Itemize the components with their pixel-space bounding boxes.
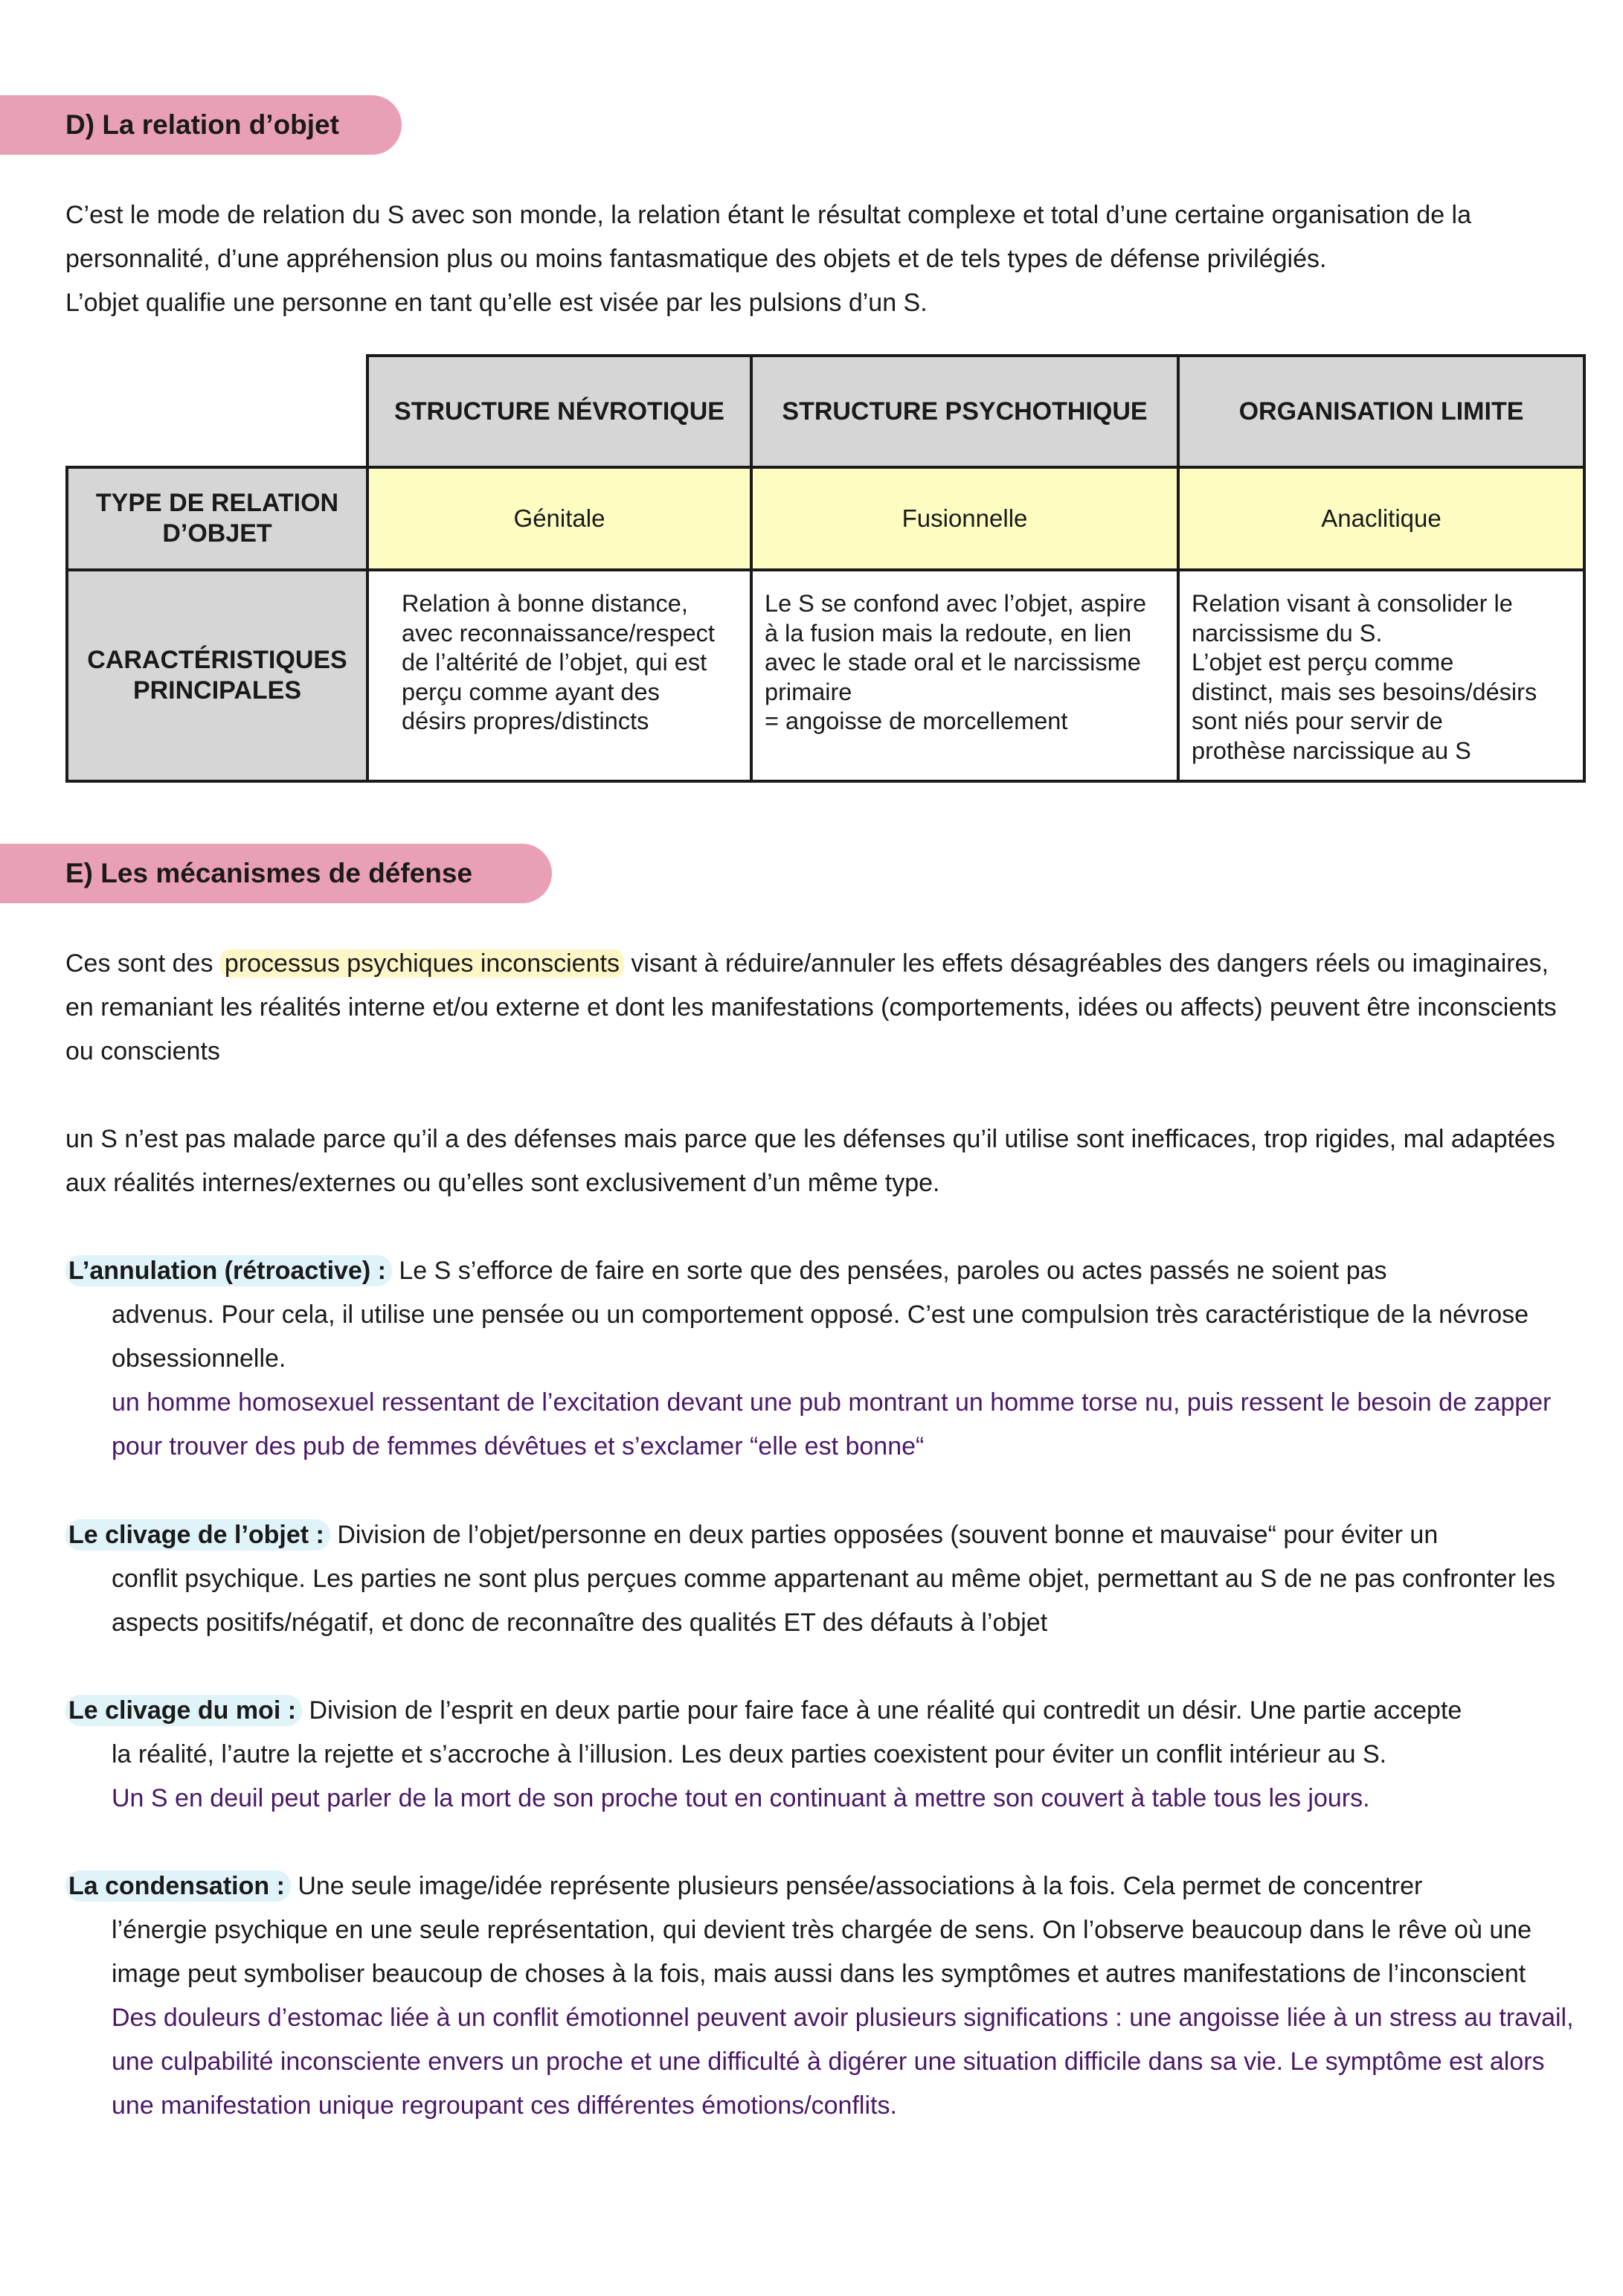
characteristics-psychotic: Le S se confond avec l’objet, aspire à la fusion mais la redoute, en lien avec le stade oral et le narcissisme primaire = angoisse de morcellement: [751, 570, 1178, 781]
term-clivage-moi: Le clivage du moi :: [65, 1695, 302, 1726]
term-annulation: L’annulation (rétroactive) :: [65, 1255, 392, 1286]
clivage-moi-rest: la réalité, l’autre la rejette et s’accroche à l’illusion. Les deux parties coexistent pour éviter un conflit intérieur au S.: [112, 1740, 1387, 1769]
section-d-title: D) La relation d’objet: [65, 109, 339, 140]
section-d-intro-2: L’objet qualifie une personne en tant qu’elle est visée par les pulsions d’un S.: [65, 289, 928, 317]
annulation-first-line: Le S s’efforce de faire en sorte que des pensées, paroles ou actes passés ne soient pas: [391, 1257, 1387, 1285]
table-row-characteristics: [67, 570, 1584, 781]
row-header-characteristics: CARACTÉRISTIQUES PRINCIPALES: [67, 570, 367, 781]
section-e-intro-post: visant à réduire/annuler les effets désagréables des dangers réels ou imaginaires, en remaniant les réalités interne et/ou externe et dont les manifestations (comportements, idées ou affects) peuvent être inconscients ou conscients: [65, 949, 1557, 1065]
mechanism-annulation-definition: [65, 1249, 1590, 1293]
highlighted-term: processus psychiques inconscients: [220, 949, 624, 978]
annulation-rest: advenus. Pour cela, il utilise une pensée ou un comportement opposé. C’est une compulsion très caractéristique de la névrose obsessionnelle.: [112, 1301, 1529, 1373]
mechanism-clivage-objet: [65, 1513, 1590, 1645]
clivage-moi-example: Un S en deuil peut parler de la mort de son proche tout en continuant à mettre son couvert à table tous les jours.: [112, 1784, 1370, 1812]
section-d-intro: [65, 193, 1575, 325]
characteristics-borderline: Relation visant à consolider le narcissisme du S. L’objet est perçu comme distinct, mais ses besoins/désirs sont niés pour servir de prothèse narcissique au S: [1178, 570, 1584, 781]
mechanism-condensation: [65, 1864, 1590, 2128]
mechanism-clivage-moi: [65, 1689, 1590, 1821]
section-e-intro-pre: Ces sont des: [65, 949, 220, 978]
table-header-row: [67, 356, 1584, 467]
section-e-intro: [65, 942, 1575, 1074]
mechanism-clivage-objet-definition: [65, 1513, 1590, 1557]
term-clivage-objet: Le clivage de l’objet :: [65, 1519, 330, 1551]
mechanism-annulation: [65, 1249, 1590, 1469]
condensation-example: Des douleurs d’estomac liée à un conflit émotionnel peuvent avoir plusieurs significations : une angoisse liée à un stress au travail, une culpabilité inconsciente envers un proche et une difficulté à digérer une situation difficile dans sa vie. Le symptôme est alors une manifestation unique regroupant ces différentes émotions/conflits.: [112, 2004, 1574, 2120]
type-neurotic: Génitale: [367, 467, 751, 570]
section-e-title: E) Les mécanismes de défense: [65, 858, 473, 888]
col-header-psychotic: STRUCTURE PSYCHOTHIQUE: [751, 356, 1178, 467]
mechanism-condensation-definition: [65, 1864, 1590, 1908]
clivage-objet-first-line: Division de l’objet/personne en deux parties opposées (souvent bonne et mauvaise“ pour éviter un: [330, 1521, 1439, 1549]
type-borderline: Anaclitique: [1178, 467, 1584, 570]
term-condensation: La condensation :: [65, 1870, 291, 1902]
condensation-first-line: Une seule image/idée représente plusieurs pensée/associations à la fois. Cela permet de concentrer: [290, 1872, 1423, 1900]
col-header-neurotic: STRUCTURE NÉVROTIQUE: [367, 356, 751, 467]
type-psychotic: Fusionnelle: [751, 467, 1178, 570]
clivage-moi-first-line: Division de l’esprit en deux partie pour faire face à une réalité qui contredit un désir. Une partie accepte: [302, 1696, 1462, 1725]
section-e-heading: [0, 844, 552, 903]
row-header-type: TYPE DE RELATION D’OBJET: [67, 467, 367, 570]
section-e-note: un S n’est pas malade parce qu’il a des défenses mais parce que les défenses qu’il utilise sont inefficaces, trop rigides, mal adaptées aux réalités internes/externes ou qu’elles sont exclusivement d’un même type.: [65, 1125, 1555, 1197]
condensation-rest: l’énergie psychique en une seule représentation, qui devient très chargée de sens. On l’observe beaucoup dans le rêve où une image peut symboliser beaucoup de choses à la fois, mais aussi dans les symptômes et autres manifestations de l’inconscient: [112, 1916, 1532, 1988]
section-d-intro-1: C’est le mode de relation du S avec son monde, la relation étant le résultat complexe et total d’une certaine organisation de la personnalité, d’une appréhension plus ou moins fantasmatique des objets et de tels types de défense privilégiés.: [65, 201, 1472, 273]
table-corner-cell: [67, 356, 367, 467]
characteristics-neurotic: Relation à bonne distance, avec reconnaissance/respect de l’altérité de l’objet, qui est perçu comme ayant des désirs propres/distincts: [367, 570, 751, 781]
annulation-example: un homme homosexuel ressentant de l’excitation devant une pub montrant un homme torse nu, puis ressent le besoin de zapper pour trouver des pub de femmes dévêtues et s’exclamer “elle est bonne“: [112, 1388, 1552, 1460]
object-relation-table: [65, 354, 1586, 783]
table-row-type: [67, 467, 1584, 570]
col-header-borderline: ORGANISATION LIMITE: [1178, 356, 1584, 467]
clivage-objet-rest: conflit psychique. Les parties ne sont plus perçues comme appartenant au même objet, permettant au S de ne pas confronter les aspects positifs/négatif, et donc de reconnaître des qualités ET des défauts à l’objet: [112, 1565, 1556, 1637]
section-d-heading: [0, 95, 402, 155]
mechanism-clivage-moi-definition: [65, 1689, 1590, 1733]
